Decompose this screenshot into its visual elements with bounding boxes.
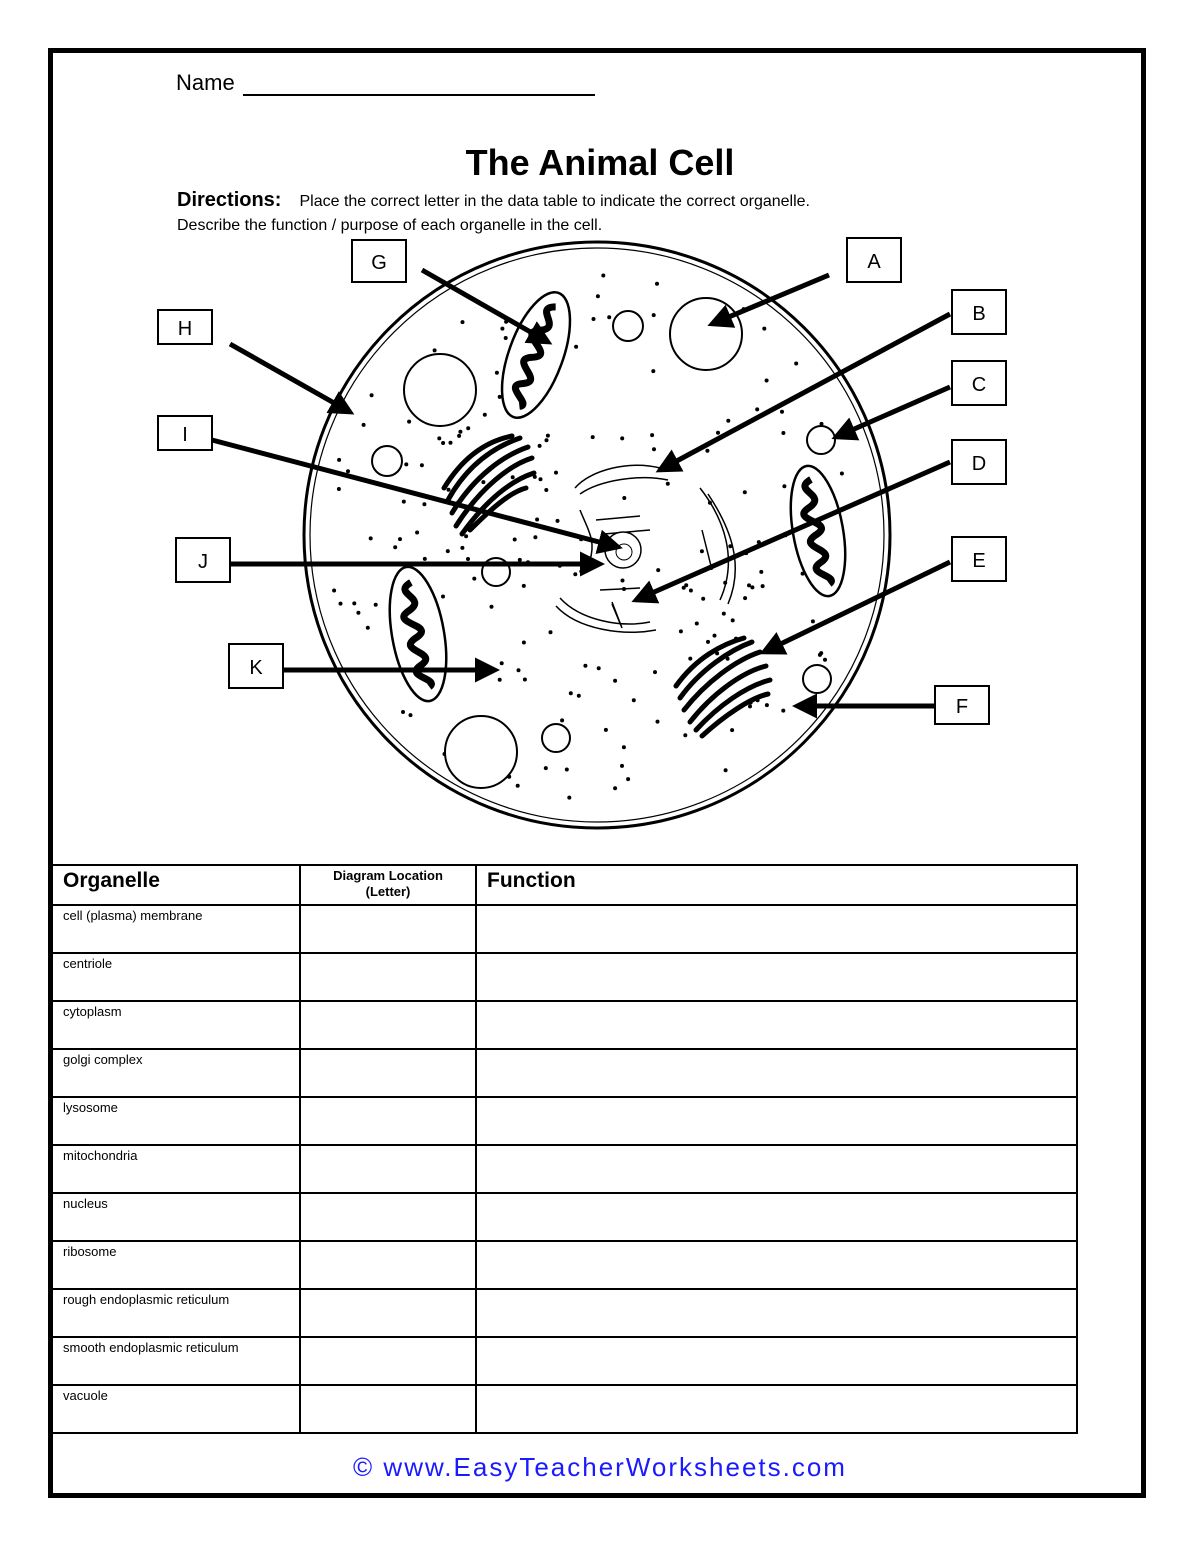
header-location-line-1: Diagram Location: [333, 868, 443, 883]
ribosome-dot: [346, 469, 350, 473]
label-h: [158, 310, 212, 344]
ribosome-dot: [713, 634, 717, 638]
ribosome-dot: [592, 317, 596, 321]
ribosome-dot: [556, 519, 560, 523]
ribosome-dot: [726, 419, 730, 423]
ribosome-dot: [716, 431, 720, 435]
directions-line-2: Describe the function / purpose of each organelle in the cell.: [177, 217, 603, 234]
ribosome-dot: [398, 537, 402, 541]
ribosome-dot: [622, 496, 626, 500]
svg-text:J: J: [198, 551, 208, 573]
ribosome-dot: [569, 691, 573, 695]
ribosome-dot: [517, 668, 521, 672]
ribosome-dot: [560, 718, 564, 722]
ribosome-dot: [782, 484, 786, 488]
ribosome-dot: [759, 570, 763, 574]
table-body: [53, 905, 1077, 1433]
ribosome-dot: [366, 626, 370, 630]
ribosome-dot: [535, 518, 539, 522]
ribosome-dot: [539, 477, 543, 481]
location-letter-field[interactable]: [300, 1049, 476, 1097]
label-d: [952, 440, 1006, 484]
function-field[interactable]: [476, 905, 1077, 953]
function-field[interactable]: [476, 1001, 1077, 1049]
ribosome-dot: [573, 572, 577, 576]
ribosome-dot: [583, 664, 587, 668]
ribosome-dot: [722, 612, 726, 616]
label-f: [935, 686, 989, 724]
header-location: [300, 865, 476, 905]
organelle-name: mitochondria: [53, 1145, 300, 1193]
ribosome-dot: [516, 784, 520, 788]
ribosome-dot: [402, 500, 406, 504]
ribosome-dot: [695, 622, 699, 626]
location-letter-field[interactable]: [300, 1193, 476, 1241]
ribosome-dot: [620, 764, 624, 768]
ribosome-dot: [544, 488, 548, 492]
ribosome-dot: [498, 678, 502, 682]
svg-text:B: B: [972, 303, 986, 325]
location-letter-field[interactable]: [300, 1385, 476, 1433]
ribosome-dot: [522, 584, 526, 588]
svg-text:A: A: [867, 251, 881, 273]
animal-cell-diagram: [0, 230, 1200, 840]
location-letter-field[interactable]: [300, 953, 476, 1001]
ribosome-dot: [337, 458, 341, 462]
ribosome-dot: [840, 472, 844, 476]
ribosome-dot: [522, 641, 526, 645]
ribosome-dot: [622, 745, 626, 749]
function-field[interactable]: [476, 1049, 1077, 1097]
ribosome-dot: [604, 728, 608, 732]
ribosome-dot: [780, 410, 784, 414]
ribosome-dot: [724, 768, 728, 772]
ribosome-dot: [554, 471, 558, 475]
ribosome-dot: [511, 475, 515, 479]
function-field[interactable]: [476, 1289, 1077, 1337]
table-row: [53, 1001, 1077, 1049]
ribosome-dot: [701, 597, 705, 601]
directions-line-1: Place the correct letter in the data table to indicate the correct organelle.: [299, 193, 810, 210]
ribosome-dot: [683, 733, 687, 737]
svg-text:C: C: [971, 374, 987, 396]
ribosome-dot: [500, 661, 504, 665]
ribosome-dot: [504, 336, 508, 340]
ribosome-dot: [601, 274, 605, 278]
function-field[interactable]: [476, 953, 1077, 1001]
ribosome-dot: [401, 710, 405, 714]
label-g: [352, 240, 406, 282]
ribosome-dot: [666, 482, 670, 486]
ribosome-dot: [596, 294, 600, 298]
ribosome-dot: [574, 345, 578, 349]
table-row: [53, 1241, 1077, 1289]
label-e: [952, 537, 1006, 581]
table-row: [53, 1097, 1077, 1145]
ribosome-dot: [481, 480, 485, 484]
ribosome-dot: [567, 796, 571, 800]
location-letter-field[interactable]: [300, 1097, 476, 1145]
ribosome-dot: [374, 603, 378, 607]
table-row: [53, 1145, 1077, 1193]
ribosome-dot: [679, 629, 683, 633]
svg-text:H: H: [177, 318, 193, 340]
ribosome-dot: [393, 545, 397, 549]
ribosome-dot: [577, 694, 581, 698]
ribosome-dot: [458, 430, 462, 434]
ribosome-dot: [811, 619, 815, 623]
ribosome-dot: [731, 618, 735, 622]
ribosome-dot: [743, 596, 747, 600]
ribosome-dot: [706, 640, 710, 644]
svg-text:I: I: [182, 424, 188, 446]
ribosome-dot: [495, 371, 499, 375]
label-i: [158, 416, 212, 450]
ribosome-dot: [655, 282, 659, 286]
ribosome-dot: [483, 413, 487, 417]
label-j: [176, 538, 230, 582]
directions-label: Directions:: [177, 189, 282, 211]
table-row: [53, 1385, 1077, 1433]
ribosome-dot: [651, 369, 655, 373]
ribosome-dot: [684, 583, 688, 587]
organelle-name: centriole: [53, 953, 300, 1001]
organelle-name: cell (plasma) membrane: [53, 905, 300, 953]
ribosome-dot: [607, 315, 611, 319]
ribosome-dot: [565, 768, 569, 772]
ribosome-dot: [538, 444, 542, 448]
ribosome-dot: [597, 666, 601, 670]
organelle-name: vacuole: [53, 1385, 300, 1433]
table-row: [53, 1193, 1077, 1241]
ribosome-dot: [441, 441, 445, 445]
ribosome-dot: [765, 703, 769, 707]
table-row: [53, 1289, 1077, 1337]
label-b: [952, 290, 1006, 334]
name-row: [176, 70, 595, 96]
ribosome-dot: [513, 538, 517, 542]
label-c: [952, 361, 1006, 405]
location-letter-field[interactable]: [300, 905, 476, 953]
organelle-name: nucleus: [53, 1193, 300, 1241]
ribosome-dot: [518, 558, 522, 562]
organelle-name: lysosome: [53, 1097, 300, 1145]
svg-text:G: G: [371, 252, 387, 274]
ribosome-dot: [823, 658, 827, 662]
ribosome-dot: [415, 531, 419, 535]
ribosome-dot: [533, 535, 537, 539]
ribosome-dot: [472, 577, 476, 581]
page-title: The Animal Cell: [465, 142, 735, 183]
ribosome-dot: [750, 585, 754, 589]
svg-text:D: D: [971, 453, 987, 475]
ribosome-dot: [620, 436, 624, 440]
function-field[interactable]: [476, 1337, 1077, 1385]
ribosome-dot: [433, 348, 437, 352]
mitochondrion: [381, 563, 456, 706]
ribosome-dot: [544, 766, 548, 770]
ribosome-dot: [819, 651, 823, 655]
svg-text:E: E: [972, 550, 986, 572]
location-letter-field[interactable]: [300, 1241, 476, 1289]
ribosome-dot: [781, 431, 785, 435]
ribosome-dot: [362, 423, 366, 427]
organelle-name: rough endoplasmic reticulum: [53, 1289, 300, 1337]
ribosome-dot: [441, 595, 445, 599]
ribosome-dot: [466, 426, 470, 430]
ribosome-dot: [420, 463, 424, 467]
name-label: Name: [176, 70, 235, 95]
ribosome-dot: [632, 698, 636, 702]
function-field[interactable]: [476, 1097, 1077, 1145]
mitochondrion: [488, 284, 584, 427]
ribosome-dot: [765, 379, 769, 383]
organelle-name: cytoplasm: [53, 1001, 300, 1049]
ribosome-dot: [546, 434, 550, 438]
header-organelle: Organelle: [53, 865, 300, 905]
label-a: [847, 238, 901, 282]
svg-text:K: K: [249, 657, 263, 679]
location-letter-field[interactable]: [300, 1145, 476, 1193]
ribosome-dot: [653, 670, 657, 674]
ribosome-dot: [549, 630, 553, 634]
ribosome-dot: [652, 313, 656, 317]
ribosome-dot: [404, 462, 408, 466]
ribosome-dot: [437, 436, 441, 440]
function-field[interactable]: [476, 1241, 1077, 1289]
table-row: [53, 1337, 1077, 1385]
ribosome-dot: [743, 490, 747, 494]
ribosome-dot: [613, 679, 617, 683]
ribosome-dot: [466, 557, 470, 561]
ribosome-dot: [761, 584, 765, 588]
ribosome-dot: [449, 441, 453, 445]
ribosome-dot: [652, 447, 656, 451]
ribosome-dot: [689, 589, 693, 593]
ribosome-dot: [422, 502, 426, 506]
ribosome-dot: [755, 407, 759, 411]
ribosome-dot: [579, 569, 583, 573]
ribosome-dot: [656, 720, 660, 724]
ribosome-dot: [409, 713, 413, 717]
name-field[interactable]: [243, 72, 595, 96]
ribosome-dot: [423, 557, 427, 561]
ribosome-dot: [747, 583, 751, 587]
ribosome-dots: [332, 274, 846, 800]
function-field[interactable]: [476, 1193, 1077, 1241]
header-location-line-2: (Letter): [365, 884, 411, 899]
nucleus: [556, 465, 735, 632]
ribosome-dot: [461, 320, 465, 324]
ribosome-dot: [337, 487, 341, 491]
ribosome-dot: [407, 420, 411, 424]
location-letter-field[interactable]: [300, 1289, 476, 1337]
ribosome-dot: [656, 568, 660, 572]
ribosome-dot: [370, 393, 374, 397]
ribosome-dot: [446, 549, 450, 553]
location-letter-field[interactable]: [300, 1337, 476, 1385]
ribosome-dot: [730, 728, 734, 732]
organelle-table: [53, 864, 1078, 1434]
ribosome-dot: [500, 327, 504, 331]
function-field[interactable]: [476, 1145, 1077, 1193]
label-k: [229, 644, 283, 688]
ribosome-dot: [613, 786, 617, 790]
ribosome-dot: [748, 704, 752, 708]
header-function: Function: [476, 865, 1077, 905]
ribosome-dot: [688, 657, 692, 661]
table-row: [53, 905, 1077, 953]
ribosome-dot: [332, 589, 336, 593]
ribosome-dot: [352, 601, 356, 605]
footer-credit: © www.EasyTeacherWorksheets.com: [353, 1452, 847, 1482]
ribosome-dot: [464, 534, 468, 538]
ribosome-dot: [705, 449, 709, 453]
ribosome-dot: [794, 362, 798, 366]
nucleolus: [605, 532, 641, 568]
ribosome-dot: [545, 438, 549, 442]
organelle-name: golgi complex: [53, 1049, 300, 1097]
ribosome-dot: [762, 327, 766, 331]
table-row: [53, 953, 1077, 1001]
ribosome-dot: [457, 434, 461, 438]
ribosome-dot: [369, 536, 373, 540]
organelle-name: smooth endoplasmic reticulum: [53, 1337, 300, 1385]
table-row: [53, 1049, 1077, 1097]
ribosome-dot: [781, 709, 785, 713]
ribosome-dot: [700, 549, 704, 553]
ribosome-dot: [460, 546, 464, 550]
ribosome-dot: [356, 611, 360, 615]
location-letter-field[interactable]: [300, 1001, 476, 1049]
table-header-row: [53, 865, 1077, 905]
organelle-name: ribosome: [53, 1241, 300, 1289]
ribosome-dot: [626, 777, 630, 781]
ribosome-dot: [621, 579, 625, 583]
ribosome-dot: [591, 435, 595, 439]
ribosome-dot: [523, 678, 527, 682]
ribosome-dot: [650, 433, 654, 437]
ribosome-dot: [447, 488, 451, 492]
ribosome-dot: [339, 602, 343, 606]
svg-text:F: F: [955, 696, 969, 718]
ribosome-dot: [490, 605, 494, 609]
golgi-complex: [676, 638, 770, 736]
function-field[interactable]: [476, 1385, 1077, 1433]
